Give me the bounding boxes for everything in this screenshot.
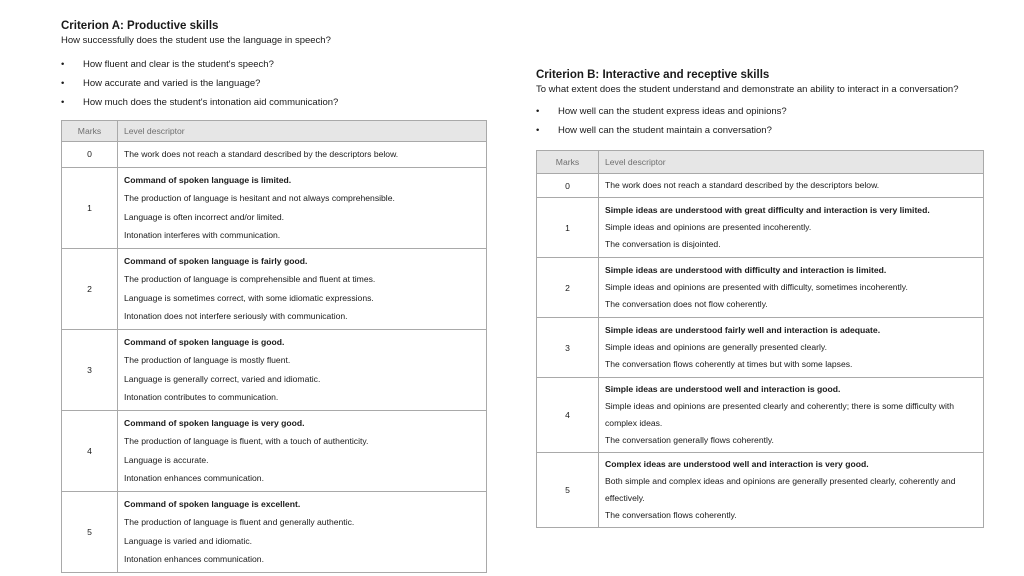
descriptor-line: Simple ideas and opinions are generally presented clearly. [605, 342, 827, 352]
descriptor-heading: Command of spoken language is limited. [124, 174, 292, 185]
descriptor-heading: Simple ideas are understood fairly well and interaction is adequate. [605, 325, 881, 335]
descriptor-cell [118, 142, 487, 168]
marks-header: Marks [537, 151, 599, 174]
table-row [62, 142, 487, 168]
bullet-item: • How well can the student maintain a conversation? [536, 121, 984, 140]
descriptor-line: Simple ideas and opinions are presented clearly and coherently; there is some difficulty with complex ideas. [605, 401, 955, 428]
descriptor-line: Intonation does not interfere seriously with communication. [124, 311, 348, 321]
criterion-b-question: To what extent does the student understand and demonstrate an ability to interact in a conversation? [536, 84, 959, 95]
descriptor-heading: Command of spoken language is good. [124, 336, 285, 347]
mark-cell: 3 [62, 329, 118, 410]
table-row [62, 329, 487, 410]
descriptor-line: Simple ideas and opinions are presented with difficulty, sometimes incoherently. [605, 282, 908, 292]
descriptor-cell [599, 258, 984, 318]
mark-cell: 0 [537, 174, 599, 198]
descriptor-line: The work does not reach a standard described by the descriptors below. [124, 149, 399, 159]
mark-cell: 5 [537, 453, 599, 528]
descriptor-line: Language is generally correct, varied and idiomatic. [124, 373, 321, 384]
descriptor-heading: Complex ideas are understood well and interaction is very good. [605, 459, 869, 469]
descriptor-cell [599, 174, 984, 198]
mark-cell: 1 [62, 167, 118, 248]
descriptor-heading: Simple ideas are understood well and interaction is good. [605, 384, 841, 394]
bullet-item: • How well can the student express ideas and opinions? [536, 102, 984, 121]
descriptor-line: The conversation is disjointed. [605, 239, 721, 249]
descriptor-line: Language is sometimes correct, with some idiomatic expressions. [124, 292, 374, 303]
descriptor-line: Language is accurate. [124, 454, 209, 465]
mark-cell: 3 [537, 318, 599, 378]
table-header-row [537, 151, 984, 174]
mark-cell: 1 [537, 198, 599, 258]
mark-cell: 5 [62, 491, 118, 572]
table-row [537, 174, 984, 198]
table-row [62, 491, 487, 572]
criterion-a-table [61, 120, 487, 573]
descriptor-heading: Command of spoken language is fairly good. [124, 255, 308, 266]
descriptor-line: Simple ideas and opinions are presented incoherently. [605, 222, 812, 232]
mark-cell: 4 [537, 378, 599, 453]
criterion-b-title: Criterion B: Interactive and receptive skills [536, 69, 770, 81]
descriptor-line: The production of language is fluent and generally authentic. [124, 517, 355, 527]
descriptor-heading: Simple ideas are understood with difficulty and interaction is limited. [605, 265, 887, 275]
descriptor-cell [118, 248, 487, 329]
descriptor-cell [118, 329, 487, 410]
descriptor-cell [599, 318, 984, 378]
table-header-row [62, 121, 487, 142]
descriptor-line: The conversation flows coherently. [605, 510, 737, 520]
descriptor-cell [599, 198, 984, 258]
descriptor-line: The work does not reach a standard described by the descriptors below. [605, 180, 880, 190]
descriptor-line: The conversation generally flows coherently. [605, 435, 774, 445]
criterion-b-panel [536, 67, 984, 528]
descriptor-cell [599, 453, 984, 528]
descriptor-line: Intonation enhances communication. [124, 554, 264, 564]
descriptor-header: Level descriptor [118, 121, 487, 142]
bullet-item: • How accurate and varied is the language? [61, 74, 487, 93]
table-row [537, 198, 984, 258]
descriptor-line: Intonation contributes to communication. [124, 392, 279, 402]
table-row [537, 318, 984, 378]
descriptor-cell [599, 378, 984, 453]
table-row [537, 258, 984, 318]
descriptor-line: The production of language is fluent, with a touch of authenticity. [124, 436, 369, 446]
criterion-a-bullets [61, 55, 487, 112]
criterion-a-question: How successfully does the student use the language in speech? [61, 35, 331, 46]
descriptor-line: Both simple and complex ideas and opinions are generally presented clearly, coherently and effectively. [605, 476, 956, 503]
descriptor-line: Language is often incorrect and/or limited. [124, 211, 285, 222]
table-row [62, 410, 487, 491]
descriptor-line: The production of language is hesitant and not always comprehensible. [124, 193, 395, 203]
descriptor-line: Language is varied and idiomatic. [124, 535, 253, 546]
criterion-b-bullets [536, 102, 984, 140]
criterion-a-title: Criterion A: Productive skills [61, 20, 219, 32]
descriptor-header: Level descriptor [599, 151, 984, 174]
descriptor-line: The conversation flows coherently at times but with some lapses. [605, 359, 853, 369]
bullet-item: • How much does the student's intonation aid communication? [61, 93, 487, 112]
marks-header: Marks [62, 121, 118, 142]
mark-cell: 2 [62, 248, 118, 329]
descriptor-heading: Command of spoken language is very good. [124, 417, 305, 428]
descriptor-cell [118, 167, 487, 248]
bullet-item: • How fluent and clear is the student's speech? [61, 55, 487, 74]
table-row [62, 248, 487, 329]
descriptor-line: The conversation does not flow coherently. [605, 299, 768, 309]
mark-cell: 0 [62, 142, 118, 168]
criterion-a-panel [61, 18, 487, 573]
table-row [537, 453, 984, 528]
descriptor-line: Intonation interferes with communication. [124, 230, 281, 240]
descriptor-cell [118, 410, 487, 491]
descriptor-heading: Command of spoken language is excellent. [124, 498, 301, 509]
descriptor-line: The production of language is comprehensible and fluent at times. [124, 274, 376, 284]
mark-cell: 4 [62, 410, 118, 491]
descriptor-line: The production of language is mostly fluent. [124, 355, 291, 365]
table-row [537, 378, 984, 453]
descriptor-cell [118, 491, 487, 572]
criterion-b-table [536, 150, 984, 528]
descriptor-heading: Simple ideas are understood with great difficulty and interaction is very limited. [605, 205, 930, 215]
table-row [62, 167, 487, 248]
descriptor-line: Intonation enhances communication. [124, 473, 264, 483]
mark-cell: 2 [537, 258, 599, 318]
